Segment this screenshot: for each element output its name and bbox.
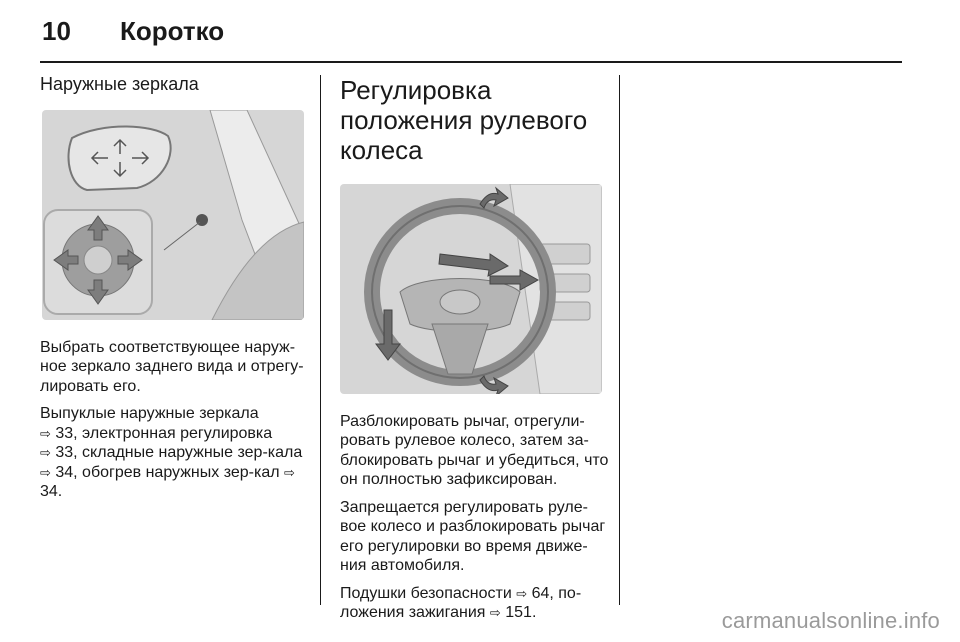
page-header bbox=[42, 14, 902, 60]
xref-arrow-icon: ⇨ bbox=[489, 605, 501, 621]
ref-text: . bbox=[57, 483, 63, 501]
ref-text: Подушки безопасности bbox=[340, 584, 512, 602]
ref-text: , складные наружные зер-кала bbox=[73, 444, 303, 462]
xref-arrow-icon: ⇨ bbox=[40, 445, 51, 461]
mirrors-heading: Наружные зеркала bbox=[40, 74, 199, 94]
steering-heading: Регулировка положения рулевого колеса bbox=[340, 75, 588, 165]
steering-references bbox=[340, 584, 610, 623]
steering-warning: Запрещается регулировать руле-вое колесо и разблокировать рычаг его регулировки во время движе-ния автомобиля. bbox=[340, 498, 606, 575]
page-ref[interactable]: 34 bbox=[55, 463, 74, 481]
xref-arrow-icon: ⇨ bbox=[284, 464, 295, 480]
page-ref[interactable]: 64 bbox=[531, 584, 550, 602]
ref-text: , обогрев наружных зер-кал bbox=[73, 463, 280, 481]
xref-arrow-icon: ⇨ bbox=[40, 464, 51, 480]
mirrors-column bbox=[40, 74, 308, 510]
mirrors-ref-intro: Выпуклые наружные зеркала bbox=[40, 405, 259, 423]
ref-text: , электронная регулировка bbox=[73, 424, 273, 442]
xref-arrow-icon: ⇨ bbox=[40, 425, 51, 441]
page-ref[interactable]: 33 bbox=[55, 424, 74, 442]
column-divider-left bbox=[320, 75, 321, 605]
section-title: Коротко bbox=[120, 16, 225, 46]
page-ref[interactable]: 34 bbox=[40, 483, 58, 501]
mirrors-instruction: Выбрать соответствующее наруж-ное зеркало заднего вида и отрегу-лировать его. bbox=[40, 338, 304, 395]
page-ref[interactable]: 151 bbox=[505, 604, 532, 622]
header-rule bbox=[40, 61, 902, 63]
steering-wheel-illustration bbox=[340, 184, 602, 394]
page-ref[interactable]: 33 bbox=[55, 444, 74, 462]
steering-instruction: Разблокировать рычаг, отрегули-ровать рулевое колесо, затем за-блокировать рычаг и убедиться, что он полностью зафиксирован. bbox=[340, 412, 609, 489]
watermark: carmanualsonline.info bbox=[721, 608, 940, 633]
column-divider-right bbox=[619, 75, 620, 605]
steering-column bbox=[340, 74, 610, 631]
mirror-adjust-illustration bbox=[42, 110, 304, 320]
page-number: 10 bbox=[42, 16, 71, 46]
ref-text: . bbox=[531, 604, 537, 622]
xref-arrow-icon: ⇨ bbox=[516, 585, 528, 601]
ref-text: , по-ложения зажигания bbox=[340, 584, 582, 622]
mirrors-references bbox=[40, 404, 308, 502]
